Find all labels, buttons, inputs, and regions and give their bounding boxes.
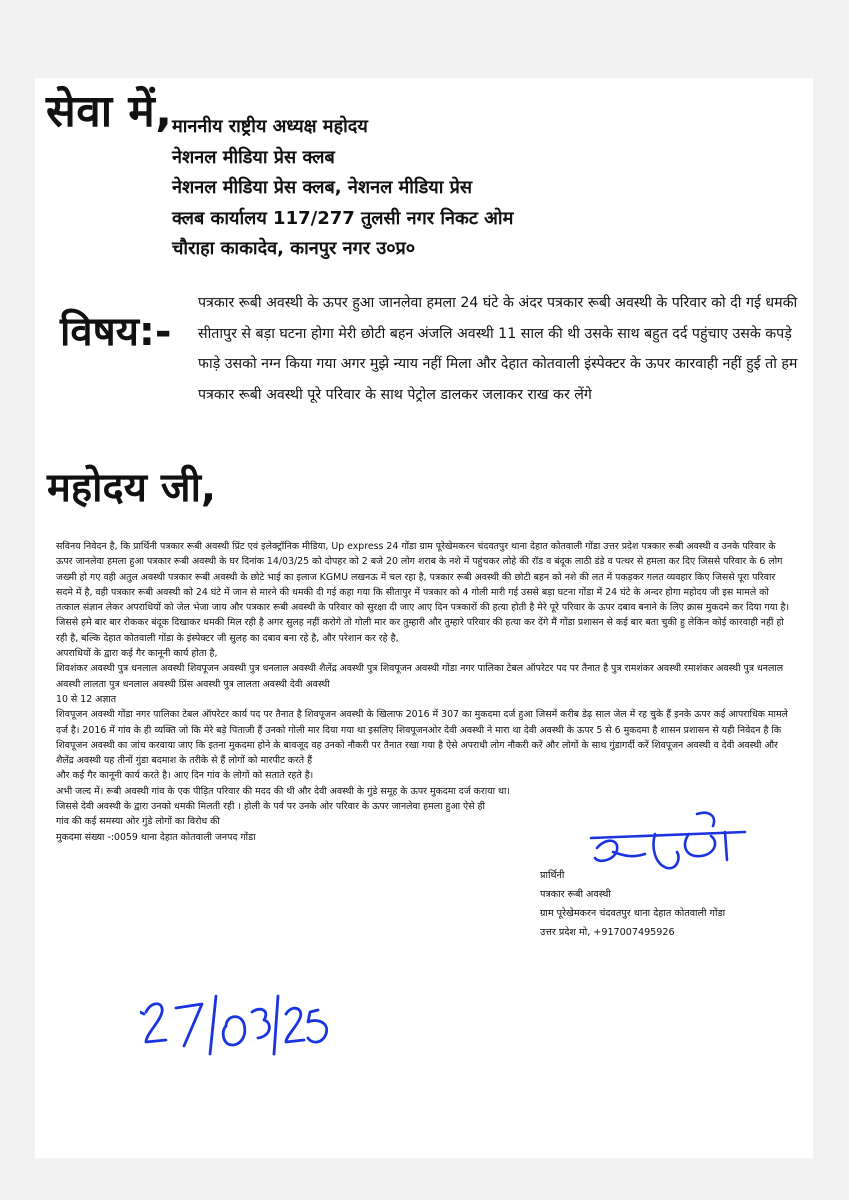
body-paragraph: 10 से 12 अज्ञात bbox=[56, 693, 117, 705]
body-paragraph: और कई गैर कानूनी कार्य करते है। आए दिन गांव के लोगों को सताते रहते है। bbox=[56, 770, 314, 782]
handwritten-date bbox=[140, 990, 340, 1060]
body-paragraph: सविनय निवेदन है, कि प्रार्थिनी पत्रकार रूबी अवस्थी प्रिंट एवं इलेक्ट्रॉनिक मीडिया, Up express 24 गोंडा ग्राम पूरेखेमकरन चंदवतपुर थाना देहात कोतवाली गोंडा उत्तर प्रदेश पत्रकार रूबी अवस्थी व उनके परिवार के ऊपर जानलेवा हमला हुआ पत्रकार रूबी अवस्थी के घर दिनांक 14/03/25 को दोपहर को 2 बजे 20 लोग शराब के नशे में पहुंचकर लोहे की रॉड व बंदूक लाठी डंडे व पत्थर से हमला कर दिए जिससे परिवार के 6 लोग जख्मी हो गए वही अतुल अवस्थी पत्रकार रूबी अवस्थी के छोटे भाई का इलाज KGMU लखनऊ में चल रहा है, पत्रकार रूबी अवस्थी की छोटी बहन को नशे की लत में पकड़कर गलत व्यवहार किए जिससे पूरा परिवार सदमे में है, वही पत्रकार रूबी अवस्थी को 24 घंटे में जान से मारने की धमकी दी गई कहा गया कि सीतापुर में पत्रकार को 4 गोली मारी गई उससे बड़ा घटना गोंडा में 24 घंटे के अन्दर होगा महोदय जी इस मामले को तत्काल संज्ञान लेकर अपराधियों को जेल भेजा जाय और पत्रकार रूबी अवस्थी के परिवार को सुरक्षा दी जाए आए दिन पत्रकारों की हत्या होती है मेरे पूरे परिवार के ऊपर दबाव बनाने के लिए क्रास मुकदमे कर दिया गया है। जिससे हमे बार बार रोककर बंदूक दिखाकर धमकी मिल रही है अगर सुलह नहीं करोगे तो गोली मार कर तुम्हारी और तुम्हारे परिवार की हत्या कर देंगे मैं गोंडा प्रशासन से कई बार बता चुकी हु लेकिन कोई कारवाही नहीं हो रही है, बल्कि देहात कोतवाली गोंडा के इंस्पेक्टर जी सुलह का दबाव बना रहे है, और परेशान कर रहे है, bbox=[56, 541, 790, 644]
signature-line: ग्राम पूरेखेमकरन चंदवतपुर थाना देहात कोतवाली गोंडा bbox=[540, 908, 726, 919]
address-line: चौराहा काकादेव, कानपुर नगर उ०प्र० bbox=[172, 238, 416, 259]
signature-line: प्रार्थिनी bbox=[540, 870, 565, 881]
address-line: क्लब कार्यालय 117/277 तुलसी नगर निकट ओम bbox=[172, 207, 514, 229]
address-line: माननीय राष्ट्रीय अध्यक्ष महोदय bbox=[172, 116, 368, 137]
signature-line: पत्रकार रूबी अवस्थी bbox=[540, 889, 611, 900]
signature-line: उत्तर प्रदेश मो, +917007495926 bbox=[540, 927, 675, 938]
greeting-heading: महोदय जी, bbox=[47, 465, 217, 511]
letter-body bbox=[56, 539, 792, 845]
address-line: नेशनल मीडिया प्रेस क्लब bbox=[172, 146, 335, 168]
body-paragraph: शिवशंकर अवस्थी पुत्र धनलाल अवस्थी शिवपूजन अवस्थी पुत्र धनलाल अवस्थी शैलेंद्र अवस्थी पुत्र शिवपूजन अवस्थी गोंडा नगर पालिका टेबल ऑपरेटर पद पर तैनात है पुत्र रामशंकर अवस्थी रमाशंकर अवस्थी पुत्र धनलाल अवस्थी लालता पुत्र धनलाल अवस्थी प्रिंस अवस्थी पुत्र लालता अवस्थी देवी अवस्थी bbox=[56, 663, 784, 690]
body-paragraph: मुकदमा संख्या -:0059 थाना देहात कोतवाली जनपद गोंडा bbox=[56, 831, 256, 843]
subject-label: विषय:- bbox=[60, 309, 172, 355]
salutation-heading: सेवा में, bbox=[46, 86, 173, 137]
body-paragraph: जिससे देवी अवस्थी के द्वारा उनको धमकी मिलती रही । होली के पर्व पर उनके ओर परिवार के ऊपर जानलेवा हमला हुआ ऐसे ही bbox=[56, 801, 485, 813]
address-line: नेशनल मीडिया प्रेस क्लब, नेशनल मीडिया प्रेस bbox=[172, 177, 473, 198]
subject-text: पत्रकार रूबी अवस्थी के ऊपर हुआ जानलेवा हमला 24 घंटे के अंदर पत्रकार रूबी अवस्थी के परिवार को दी गई धमकी सीतापुर से बड़ा घटना होगा मेरी छोटी बहन अंजलि अवस्थी 11 साल की थी उसके साथ बहुत दर्द पहुंचाए उसके कपड़े फाड़े उसको नग्न किया गया अगर मुझे न्याय नहीं मिला और देहात कोतवाली इंस्पेक्टर के ऊपर कारवाही नहीं हुई तो हम पत्रकार रूबी अवस्थी पूरे परिवार के साथ पेट्रोल डालकर जलाकर राख कर लेंगे bbox=[198, 295, 798, 403]
recipient-address bbox=[172, 112, 592, 265]
body-paragraph: शिवपूजन अवस्थी गोंडा नगर पालिका टेबल ऑपरेटर कार्य पद पर तैनात है शिवपूजन अवस्थी के खिलाफ 2016 में 307 का मुकदमा दर्ज हुआ जिसमें करीब डेढ़ साल जेल में रह चुके हैं इनके ऊपर कई आपराधिक मामले दर्ज है। 2016 में गांव के ही व्यक्ति जो कि मेरे बड़े पिताजी हैं उनको गोली मार दिया गया था इसलिए शिवपूजनओर देवी अवस्थी ने मारा था देवी अवस्थी के ऊपर 5 से 6 मुकदमा है शासन प्रशासन से यही निवेदन है कि शिवपूजन अवस्थी का जांच करवाया जाए कि इतना मुकदमा होने के बावजूद वह उनको नौकरी पर तैनात रखा गया है ऐसे अपराधी लोग नौकरी करें और लोगों के साथ गुंडागर्दी करें शिवपूजन अवस्थी व देवी अवस्थी और शैलेंद्र अवस्थी यह तीनों गुंडा बदमाश के तरीके से हैं लोगों को मारपीट करते हैं bbox=[56, 709, 788, 767]
body-paragraph: अपराधियों के द्वारा कई गैर कानूनी कार्य होता है, bbox=[56, 648, 218, 660]
body-paragraph: गांव की कई समस्या ओर गुंडे लोगों का विरोध की bbox=[56, 816, 220, 828]
signature-block bbox=[540, 866, 800, 942]
body-paragraph: अभी जल्द में। रूबी अवस्थी गांव के एक पीड़ित परिवार की मदद की थी और देवी अवस्थी के गुंडे समूह के ऊपर मुकदमा दर्ज कराया था। bbox=[56, 785, 510, 797]
